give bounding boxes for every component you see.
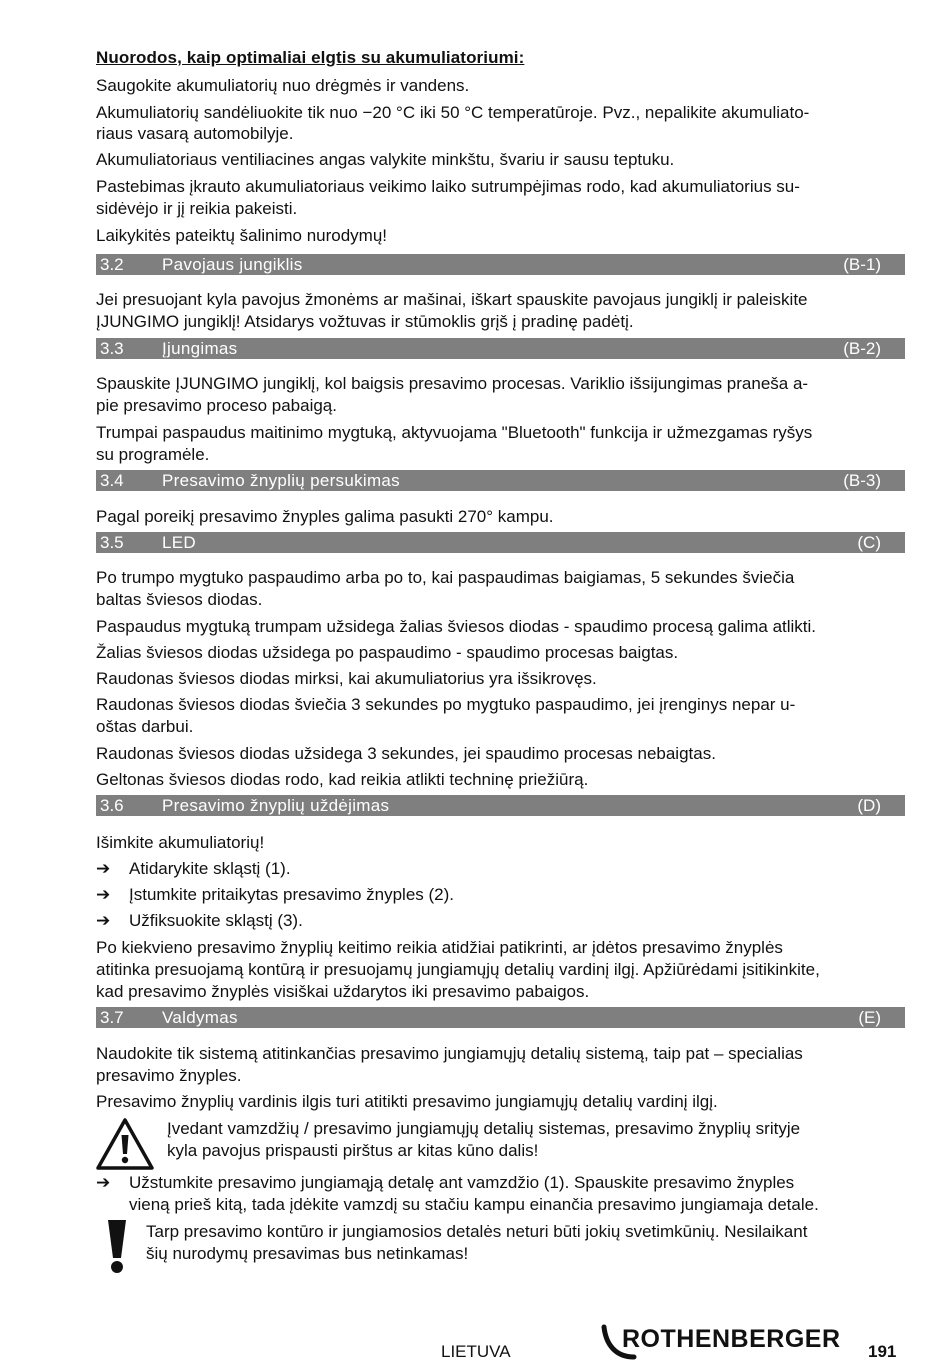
- text-line: atitinka presuojamą kontūrą ir presuojamų jungiamųjų detalių vardinį ilgį. Apžiūrėdami įsitikinkite,: [96, 960, 820, 979]
- arrow-right-icon: ➔: [96, 859, 111, 878]
- text-line: baltas šviesos diodas.: [96, 590, 263, 609]
- text-line: Po kiekvieno presavimo žnyplių keitimo reikia atidžiai patikrinti, ar įdėtos presavimo žnyplės: [96, 938, 783, 957]
- text-line: Išimkite akumuliatorių!: [96, 833, 265, 852]
- text-line: Naudokite tik sistemą atitinkančias presavimo jungiamųjų detalių sistemą, taip pat – specialias: [96, 1044, 803, 1063]
- section-heading: Presavimo žnyplių uždėjimas: [162, 796, 390, 815]
- section-number: 3.6: [100, 796, 124, 815]
- text-line: presavimo žnyples.: [96, 1066, 242, 1085]
- warning-text: kyla pavojus prispausti pirštus ar kitas kūno dalis!: [167, 1141, 539, 1160]
- footer-country: LIETUVA: [441, 1342, 511, 1361]
- text-line: Po trumpo mygtuko paspaudimo arba po to, kai paspaudimas baigiamas, 5 sekundes šviečia: [96, 568, 795, 587]
- text-line: Akumuliatorių sandėliuokite tik nuo −20 °C iki 50 °C temperatūroje. Pvz., nepalikite akumuliato-: [96, 103, 810, 122]
- text-line: riaus vasarą automobilyje.: [96, 124, 294, 143]
- text-line: Raudonas šviesos diodas mirksi, kai akumuliatorius yra išsikrovęs.: [96, 669, 597, 688]
- list-item-text: Įstumkite pritaikytas presavimo žnyples (2).: [129, 885, 454, 904]
- text-line: Geltonas šviesos diodas rodo, kad reikia atlikti techninę priežiūrą.: [96, 770, 589, 789]
- section-number: 3.5: [100, 533, 124, 552]
- list-item-text: Užfiksuokite skląstį (3).: [129, 911, 303, 930]
- figure-reference: (B-1): [843, 255, 881, 274]
- text-line: Spauskite ĮJUNGIMO jungiklį, kol baigsis presavimo procesas. Variklio išsijungimas praneša a-: [96, 374, 809, 393]
- section-header-3-7: [96, 1007, 905, 1028]
- text-line: sidėvėjo ir jį reikia pakeisti.: [96, 199, 298, 218]
- section-header-3-3: [96, 338, 905, 359]
- figure-reference: (B-3): [843, 471, 881, 490]
- warning-text: Įvedant vamzdžių / presavimo jungiamųjų detalių sistemas, presavimo žnyplių srityje: [167, 1119, 801, 1138]
- text-line: pie presavimo proceso pabaigą.: [96, 396, 337, 415]
- section-number: 3.4: [100, 471, 124, 490]
- text-line: Presavimo žnyplių vardinis ilgis turi atitikti presavimo jungiamųjų detalių vardinį ilgį.: [96, 1092, 718, 1111]
- section-number: 3.2: [100, 255, 124, 274]
- warning-triangle-icon: [96, 1118, 154, 1170]
- text-line: Pagal poreikį presavimo žnyples galima pasukti 270° kampu.: [96, 507, 554, 526]
- section-title: Nuorodos, kaip optimaliai elgtis su akumuliatoriumi:: [96, 48, 525, 67]
- text-line: su programėle.: [96, 445, 210, 464]
- list-item-text: vieną prieš kitą, tada įdėkite vamzdį su stačiu kampu einančia presavimo jungiamaja detale.: [129, 1195, 819, 1214]
- text-line: Paspaudus mygtuką trumpam užsidega žalias šviesos diodas - spaudimo procesą galima atlikti.: [96, 617, 817, 636]
- text-line: Laikykitės pateiktų šalinimo nurodymų!: [96, 226, 388, 245]
- text-line: Trumpai paspaudus maitinimo mygtuką, aktyvuojama "Bluetooth" funkcija ir užmezgamas ryšys: [96, 423, 813, 442]
- figure-reference: (C): [857, 533, 881, 552]
- brand-name: ROTHENBERGER: [622, 1325, 841, 1353]
- text-line: ĮJUNGIMO jungiklį! Atsidarys vožtuvas ir stūmoklis grįš į pradinę padėtį.: [96, 312, 634, 331]
- text-line: Akumuliatoriaus ventiliacines angas valykite minkštu, švariu ir sausu teptuku.: [96, 150, 675, 169]
- text-line: Saugokite akumuliatorių nuo drėgmės ir vandens.: [96, 76, 470, 95]
- arrow-right-icon: ➔: [96, 885, 111, 904]
- section-header-3-2: [96, 254, 905, 275]
- text-line: Pastebimas įkrauto akumuliatoriaus veikimo laiko sutrumpėjimas rodo, kad akumuliatorius su-: [96, 177, 800, 196]
- notice-text: Tarp presavimo kontūro ir jungiamosios detalės neturi būti jokių svetimkūnių. Nesilaikant: [146, 1222, 808, 1241]
- text-line: Jei presuojant kyla pavojus žmonėms ar mašinai, iškart spauskite pavojaus jungiklį ir paleiskite: [96, 290, 808, 309]
- section-number: 3.7: [100, 1008, 124, 1027]
- figure-reference: (B-2): [843, 339, 881, 358]
- exclamation-icon: [104, 1218, 130, 1274]
- arrow-right-icon: ➔: [96, 1173, 111, 1192]
- list-item-text: Atidarykite skląstį (1).: [129, 859, 291, 878]
- section-heading: Valdymas: [162, 1008, 238, 1027]
- notice-text: šių nurodymų presavimas bus netinkamas!: [146, 1244, 469, 1263]
- figure-reference: (D): [857, 796, 881, 815]
- list-item-text: Užstumkite presavimo jungiamąją detalę ant vamzdžio (1). Spauskite presavimo žnyples: [129, 1173, 795, 1192]
- section-header-3-5: [96, 532, 905, 553]
- text-line: kad presavimo žnyplės visiškai uždarytos iki presavimo pabaigos.: [96, 982, 590, 1001]
- section-heading: Įjungimas: [162, 339, 238, 358]
- figure-reference: (E): [858, 1008, 881, 1027]
- page-number: 191: [868, 1342, 897, 1361]
- text-line: oštas darbui.: [96, 717, 194, 736]
- text-line: Raudonas šviesos diodas užsidega 3 sekundes, jei spaudimo procesas nebaigtas.: [96, 744, 716, 763]
- section-heading: Presavimo žnyplių persukimas: [162, 471, 400, 490]
- text-line: Žalias šviesos diodas užsidega po paspaudimo - spaudimo procesas baigtas.: [96, 643, 679, 662]
- section-header-3-6: [96, 795, 905, 816]
- arrow-right-icon: ➔: [96, 911, 111, 930]
- section-header-3-4: [96, 470, 905, 491]
- section-number: 3.3: [100, 339, 124, 358]
- brand-logo: [600, 1323, 850, 1361]
- section-heading: LED: [162, 533, 196, 552]
- text-line: Raudonas šviesos diodas šviečia 3 sekundes po mygtuko paspaudimo, jei įrenginys nepar u-: [96, 695, 796, 714]
- section-heading: Pavojaus jungiklis: [162, 255, 303, 274]
